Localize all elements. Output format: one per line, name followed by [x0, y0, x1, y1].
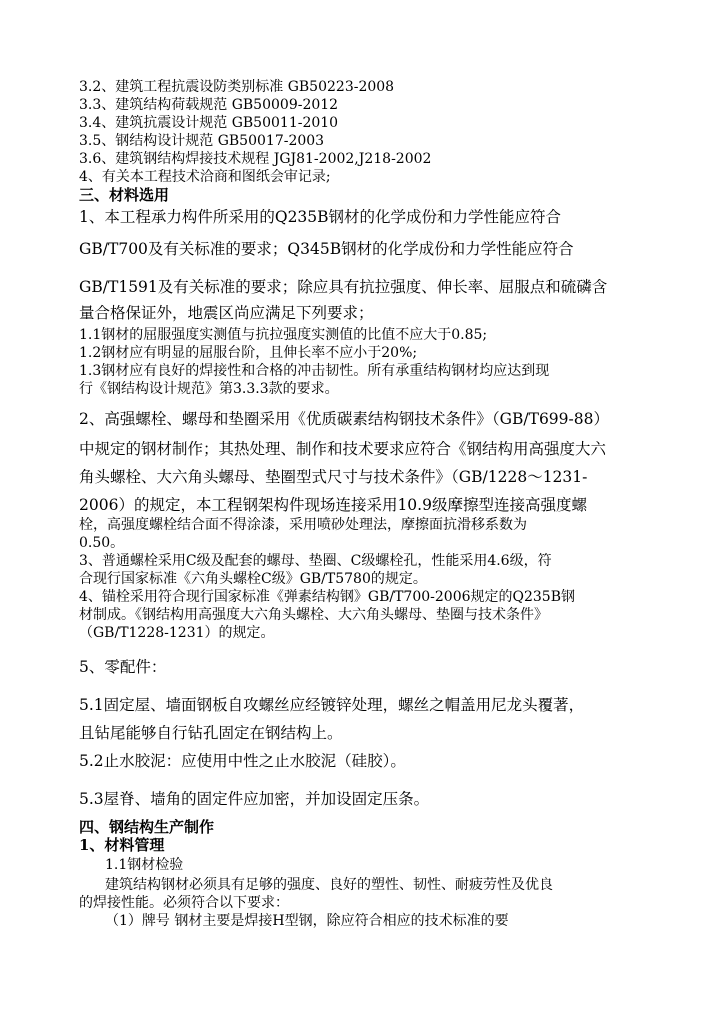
text-line: 1.1钢材检验 [105, 857, 184, 873]
text-line: （1）牌号 钢材主要是焊接H型钢，除应符合相应的技术标准的要 [105, 913, 509, 929]
text-line: 栓，高强度螺栓结合面不得涂漆，采用喷砂处理法，摩擦面抗滑移系数为 [79, 517, 527, 533]
text-line: 建筑结构钢材必须具有足够的强度、良好的塑性、韧性、耐疲劳性及优良 [105, 877, 553, 893]
text-line: 的焊接性能。必须符合以下要求： [79, 895, 289, 911]
text-line: 2006）的规定，本工程钢架构件现场连接采用10.9级摩擦型连接高强度螺 [79, 496, 587, 514]
text-line: 中规定的钢材制作；其热处理、制作和技术要求应符合《钢结构用高强度大六 [79, 440, 607, 458]
text-line: （GB/T1228-1231）的规定。 [79, 625, 275, 641]
text-line: 0.50。 [79, 535, 125, 551]
text-line: 1.1钢材的屈服强度实测值与抗拉强度实测值的比值不应大于0.85; [79, 327, 488, 343]
text-line: 4、有关本工程技术洽商和图纸会审记录; [79, 169, 331, 185]
text-line: 3.6、建筑钢结构焊接技术规程 JGJ81-2002,J218-2002 [79, 151, 432, 167]
text-line: 且钻尾能够自行钻孔固定在钢结构上。 [79, 724, 343, 742]
text-line: 材制成。《钢结构用高强度大六角头螺栓、大六角头螺母、垫圈与技术条件》 [79, 607, 548, 623]
text-line: 3.2、建筑工程抗震设防类别标准 GB50223-2008 [79, 79, 395, 95]
text-line: 3.4、建筑抗震设计规范 GB50011-2010 [79, 115, 339, 131]
section-heading: 四、钢结构生产制作 [79, 818, 215, 836]
text-line: 角头螺栓、大六角头螺母、垫圈型式尺寸与技术条件》（GB/1228～1231- [79, 468, 588, 486]
text-line: 1.2钢材应有明显的屈服台阶，且伸长率不应小于20%; [79, 345, 418, 361]
text-line: GB/T1591及有关标准的要求；除应具有抗拉强度、伸长率、屈服点和硫磷含 [79, 278, 608, 296]
text-line: 量合格保证外，地震区尚应满足下列要求； [79, 304, 374, 322]
subsection-heading: 1、材料管理 [79, 836, 165, 854]
text-line: 5.1固定屋、墙面钢板自攻螺丝应经镀锌处理，螺丝之帽盖用尼龙头覆著， [79, 696, 585, 714]
text-line: 合现行国家标准《六角头螺栓C级》GB/T5780的规定。 [79, 571, 427, 587]
text-line: 5.2止水胶泥：应使用中性之止水胶泥（硅胶）。 [79, 752, 406, 770]
section-heading: 三、材料选用 [79, 186, 170, 204]
text-line: 5.3屋脊、墙角的固定件应加密，并加设固定压条。 [79, 790, 430, 808]
subsection-heading: 5、零配件： [79, 658, 167, 676]
text-line: 4、锚栓采用符合现行国家标准《弹素结构钢》GB/T700-2006规定的Q235B钢 [79, 589, 576, 605]
text-line: 3、普通螺栓采用C级及配套的螺母、垫圈、C级螺栓孔，性能采用4.6级，符 [79, 553, 552, 569]
text-line: 3.5、钢结构设计规范 GB50017-2003 [79, 133, 325, 149]
text-line: GB/T700及有关标准的要求；Q345B钢材的化学成份和力学性能应符合 [79, 240, 574, 258]
text-line: 2、高强螺栓、螺母和垫圈采用《优质碳素结构钢技术条件》（GB/T699-88） [79, 410, 609, 428]
text-line: 行《钢结构设计规范》第3.3.3款的要求。 [79, 381, 339, 397]
text-line: 3.3、建筑结构荷载规范 GB50009-2012 [79, 97, 339, 113]
text-line: 1、本工程承力构件所采用的Q235B钢材的化学成份和力学性能应符合 [79, 208, 562, 226]
text-line: 1.3钢材应有良好的焊接性和合格的冲击韧性。所有承重结构钢材均应达到现 [79, 363, 550, 379]
